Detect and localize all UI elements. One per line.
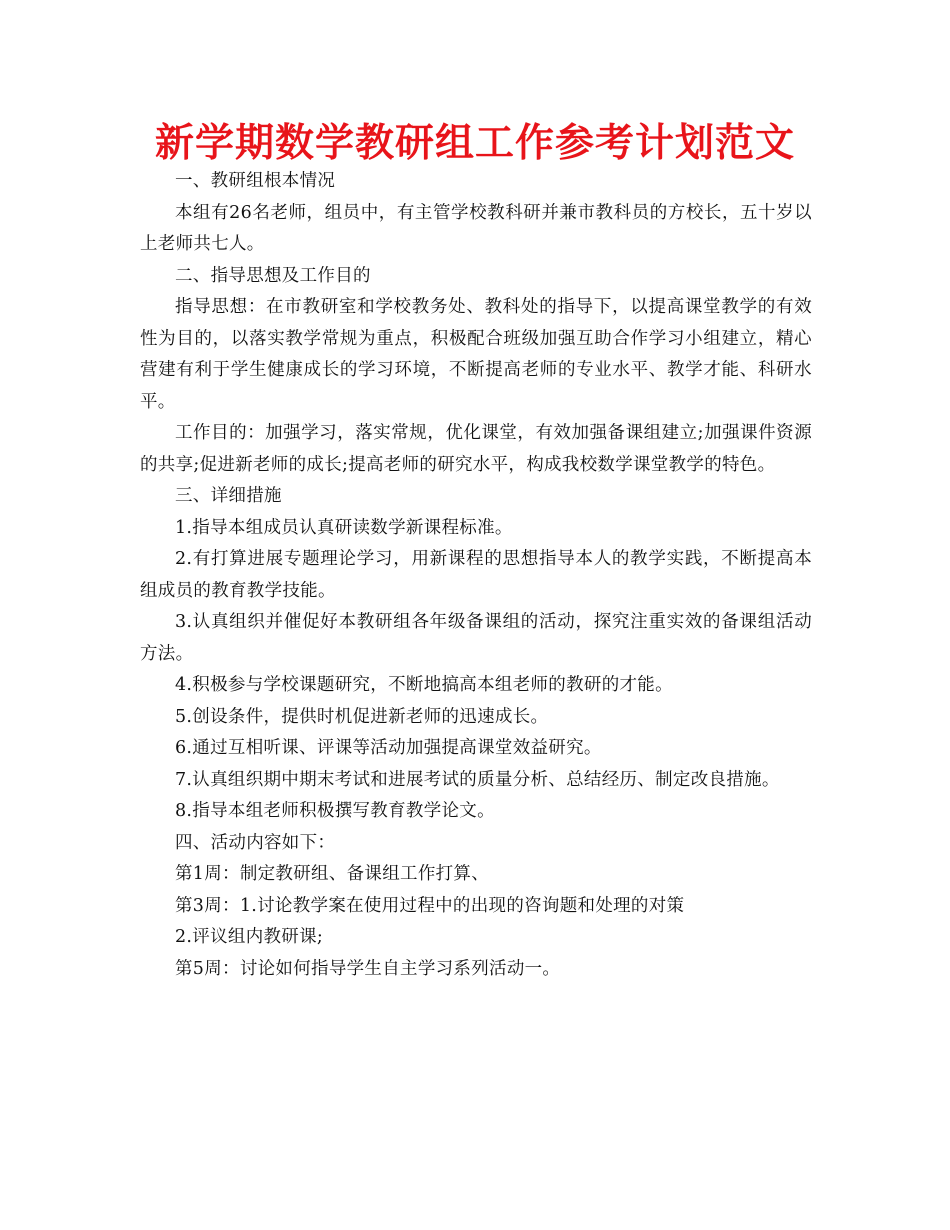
section-heading-basic-info: 一、教研组根本情况 [175,171,336,191]
measure-item-6: 6.通过互相听课、评课等活动加强提高课堂效益研究。 [175,738,602,758]
activity-week-5: 第5周：讨论如何指导学生自主学习系列活动一。 [175,958,561,979]
measure-item-7: 7.认真组织期中期末考试和进展考试的质量分析、总结经历、制定改良措施。 [175,769,780,790]
paragraph-guiding-ideas: 指导思想：在市教研室和学校教务处、教科处的指导下，以提高课堂教学的有效性为目的，以落实教学常规为重点，积极配合班级加强互助合作学习小组建立，精心营建有利于学生健康成长的学习环境，不断提高老师的专业水平、教学才能、科研水平。 [140,297,812,412]
measure-item-2: 2.有打算进展专题理论学习，用新课程的思想指导本人的教学实践，不断提高本组成员的教育教学技能。 [140,549,812,601]
paragraph-work-goals: 工作目的：加强学习，落实常规，优化课堂，有效加强备课组建立;加强课件资源的共享;促进新老师的成长;提高老师的研究水平，构成我校数学课堂教学的特色。 [140,423,812,475]
measure-item-3: 3.认真组织并催促好本教研组各年级备课组的活动，探究注重实效的备课组活动方法。 [140,612,812,664]
measure-item-1: 1.指导本组成员认真研读数学新课程标准。 [175,517,513,538]
measure-item-5: 5.创设条件，提供时机促进新老师的迅速成长。 [175,706,549,727]
section-heading-activities: 四、活动内容如下： [175,832,336,853]
measure-item-8: 8.指导本组老师积极撰写教育教学论文。 [175,801,495,821]
document-title: 新学期数学教研组工作参考计划范文 [154,121,795,166]
section-heading-measures: 三、详细措施 [175,486,282,506]
activity-week-3: 第3周：1.讨论教学案在使用过程中的出现的咨询题和处理的对策 [175,895,685,916]
paragraph-group-members: 本组有26名老师，组员中，有主管学校教科研并兼市教科员的方校长，五十岁以上老师共七人。 [140,202,812,254]
section-heading-guiding-ideas: 二、指导思想及工作目的 [175,265,371,286]
measure-item-4: 4.积极参与学校课题研究，不断地搞高本组老师的教研的才能。 [175,675,673,695]
document-body [140,166,812,985]
activity-week-1: 第1周：制定教研组、备课组工作打算、 [175,864,490,884]
activity-week-3-item-2: 2.评议组内教研课; [175,927,324,947]
